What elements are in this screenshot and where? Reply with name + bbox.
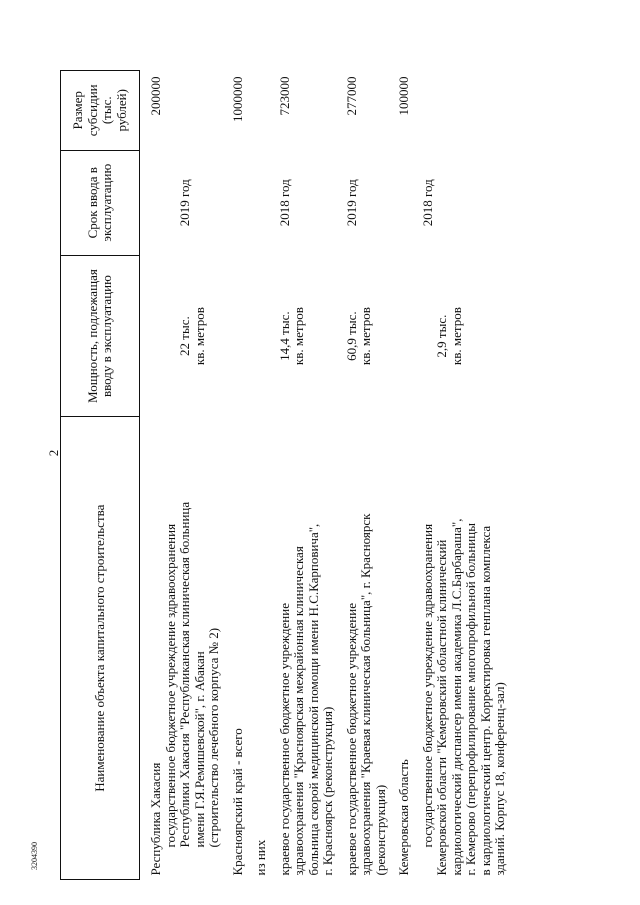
object-name-line: краевое государственное бюджетное учреждение: [276, 603, 292, 876]
object-name-line: здравоохранения "Краевая клиническая больница", г. Красноярск: [358, 513, 373, 876]
table-row: [231, 71, 246, 880]
object-name-line: кардиологический диспансер имени академика Л.С.Барбараша",: [448, 518, 464, 876]
object-name: [278, 417, 336, 880]
region-name: Кемеровская область: [396, 759, 411, 876]
capacity-unit: кв. метров: [291, 307, 306, 366]
construction-objects-table: [60, 70, 508, 880]
object-capacity: [278, 255, 336, 417]
header-name: Наименование объекта капитального строительства: [61, 417, 140, 880]
object-name-line: государственное бюджетное учреждение здравоохранения: [419, 523, 435, 848]
object-capacity: [164, 255, 222, 417]
capacity-unit: кв. метров: [191, 307, 207, 366]
capacity-value: 2,9 тыс.: [434, 314, 449, 358]
object-subsidy: 277000: [343, 76, 359, 116]
object-name-line: в кардиологический центр. Корректировка генплана комплекса: [477, 525, 493, 876]
table-row: [149, 71, 164, 880]
object-name-line: г. Кемерово (перепрофилирование многопрофильной больницы: [463, 523, 478, 876]
object-name-line: Кемеровской области "Кемеровский областной клинический: [434, 539, 449, 876]
object-name-line: зданий. Корпус 18, конференц-зал): [492, 682, 507, 876]
table-row: [254, 71, 269, 880]
table-row: [164, 71, 222, 880]
object-name: [345, 417, 389, 880]
object-subsidy: 723000: [276, 76, 292, 116]
object-name-line: (реконструкция): [372, 784, 388, 876]
header-subsidy: Размер субсидии (тыс. рублей): [61, 71, 140, 151]
object-name-line: государственное бюджетное учреждение здравоохранения: [162, 523, 178, 848]
table-row: [397, 71, 412, 880]
object-name-line: краевое государственное бюджетное учреждение: [343, 603, 359, 876]
subheading-of-them: из них: [253, 839, 268, 876]
object-term: 2018 год: [419, 179, 435, 227]
object-name-line: больница скорой медицинской помощи имени Н.С.Карповича",: [305, 523, 321, 876]
object-name: [421, 417, 508, 880]
table-row: [278, 71, 336, 880]
table-row: [421, 71, 508, 880]
header-term: Срок ввода в эксплуатацию: [61, 150, 140, 255]
region-name: Красноярский край - всего: [229, 728, 245, 876]
capacity-unit: кв. метров: [448, 307, 464, 366]
object-capacity: [421, 255, 508, 417]
region-subsidy: 200000: [148, 76, 163, 116]
object-name-line: (строительство лечебного корпуса № 2): [206, 627, 221, 848]
rotated-page-content: [60, 70, 580, 880]
region-subsidy: 100000: [396, 76, 411, 116]
page-number: 2: [46, 449, 61, 457]
object-term: 2019 год: [343, 179, 359, 227]
region-name: Республика Хакасия: [148, 762, 163, 876]
table-header-row: [61, 71, 140, 880]
table-row: [345, 71, 389, 880]
object-name-line: Республики Хакасия "Республиканская клиническая больница: [177, 501, 192, 848]
object-term: [164, 150, 222, 255]
capacity-value: 60,9 тыс.: [343, 311, 359, 361]
capacity-value: 14,4 тыс.: [276, 311, 292, 361]
object-name-line: здравоохранения "Красноярская межрайонная клиническая: [291, 546, 306, 876]
object-capacity: [345, 255, 389, 417]
capacity-value: 22 тыс.: [177, 316, 192, 356]
term-value: 2019 год: [177, 179, 192, 227]
object-term: 2018 год: [276, 179, 292, 227]
document-id: 3204390: [30, 842, 39, 870]
header-capacity: Мощность, подлежащая вводу в эксплуатацию: [61, 255, 140, 417]
region-subsidy: 1000000: [229, 76, 245, 122]
object-name-line: г. Красноярск (реконструкция): [320, 706, 335, 876]
object-name: [164, 417, 222, 880]
capacity-unit: кв. метров: [358, 307, 373, 366]
object-name-line: имени Г.Я.Ремишевской", г. Абакан: [191, 651, 207, 848]
